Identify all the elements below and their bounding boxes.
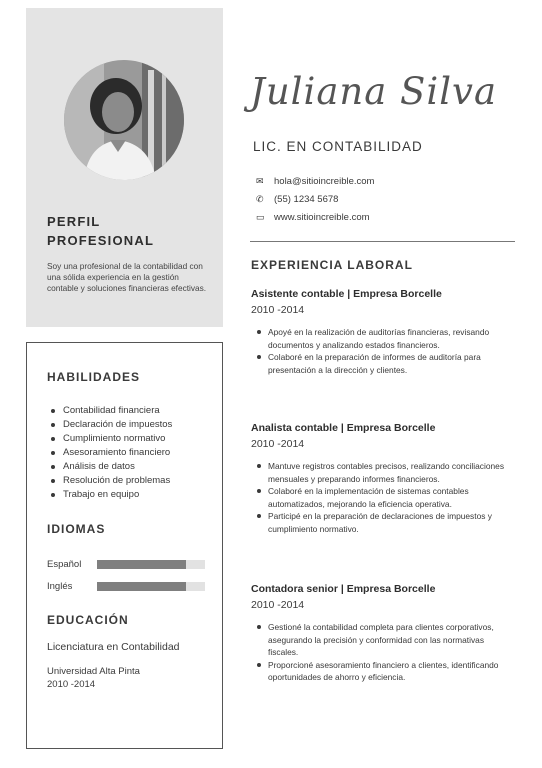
job-title: Contadora senior | Empresa Borcelle bbox=[251, 583, 436, 595]
job-years: 2010 -2014 bbox=[251, 304, 305, 316]
skill-item: Cumplimiento normativo bbox=[49, 432, 172, 446]
job-bullet: Mantuve registros contables precisos, realizando conciliaciones mensuales y preparando informes financieros. bbox=[257, 460, 507, 485]
skill-item: Declaración de impuestos bbox=[49, 418, 172, 432]
job-bullets bbox=[257, 326, 516, 376]
job-bullet: Apoyé en la realización de auditorías financieras, revisando documentos y analizando estados financieros. bbox=[257, 326, 507, 351]
job-bullet: Proporcioné asesoramiento financiero a clientes, identificando oportunidades de ahorro y eficiencia. bbox=[257, 659, 507, 684]
education-details bbox=[47, 665, 140, 691]
education-years: 2010 -2014 bbox=[47, 679, 96, 690]
language-level-fill bbox=[97, 560, 186, 569]
skill-item: Análisis de datos bbox=[49, 460, 172, 474]
laptop-icon: ▭ bbox=[256, 212, 265, 222]
skills-panel bbox=[26, 342, 223, 749]
contact-website[interactable]: ▭ www.sitioincreible.com bbox=[256, 212, 370, 223]
contact-email[interactable]: ✉ hola@sitioincreible.com bbox=[256, 176, 375, 187]
language-level-bar bbox=[97, 582, 205, 591]
job-years: 2010 -2014 bbox=[251, 599, 305, 611]
candidate-name: Juliana Silva bbox=[250, 70, 498, 113]
skill-item: Trabajo en equipo bbox=[49, 488, 172, 502]
contact-phone[interactable]: ✆ (55) 1234 5678 bbox=[256, 194, 339, 205]
job-years: 2010 -2014 bbox=[251, 438, 305, 450]
skill-item: Asesoramiento financiero bbox=[49, 446, 172, 460]
languages-heading: IDIOMAS bbox=[47, 522, 106, 536]
job-bullet: Participé en la preparación de declaraciones de impuestos y cumplimiento normativo. bbox=[257, 510, 507, 535]
envelope-icon: ✉ bbox=[256, 176, 264, 186]
language-level-bar bbox=[97, 560, 205, 569]
profile-title: PERFIL PROFESIONAL bbox=[47, 214, 155, 248]
job-bullet: Colaboré en la preparación de informes de auditoría para presentación a la dirección y clientes. bbox=[257, 351, 507, 376]
job-bullet: Colaboré en la implementación de sistemas contables automatizados, mejorando la eficiencia operativa. bbox=[257, 485, 507, 510]
candidate-role: LIC. EN CONTABILIDAD bbox=[253, 139, 423, 154]
language-level-fill bbox=[97, 582, 186, 591]
divider bbox=[250, 241, 515, 242]
language-name: Español bbox=[47, 559, 82, 570]
profile-panel bbox=[26, 8, 223, 327]
profile-summary: Soy una profesional de la contabilidad con una sólida experiencia en la gestión contable y soluciones financieras efectivas. bbox=[47, 261, 207, 293]
job-entry bbox=[251, 583, 516, 684]
education-school: Universidad Alta Pinta bbox=[47, 666, 140, 677]
education-degree: Licenciatura en Contabilidad bbox=[47, 641, 180, 653]
skill-item: Resolución de problemas bbox=[49, 474, 172, 488]
experience-heading: EXPERIENCIA LABORAL bbox=[251, 258, 413, 272]
job-title: Analista contable | Empresa Borcelle bbox=[251, 422, 436, 434]
skills-heading: HABILIDADES bbox=[47, 370, 141, 384]
skills-list bbox=[49, 404, 172, 502]
job-bullets bbox=[257, 460, 516, 535]
skill-item: Contabilidad financiera bbox=[49, 404, 172, 418]
education-heading: EDUCACIÓN bbox=[47, 613, 129, 627]
language-name: Inglés bbox=[47, 581, 73, 592]
job-bullets bbox=[257, 621, 516, 684]
job-bullet: Gestioné la contabilidad completa para clientes corporativos, asegurando la precisión y conformidad con las normativas fiscales. bbox=[257, 621, 507, 659]
job-entry bbox=[251, 422, 516, 535]
phone-icon: ✆ bbox=[256, 194, 264, 204]
job-entry bbox=[251, 288, 516, 376]
job-title: Asistente contable | Empresa Borcelle bbox=[251, 288, 442, 300]
profile-photo bbox=[64, 60, 184, 180]
